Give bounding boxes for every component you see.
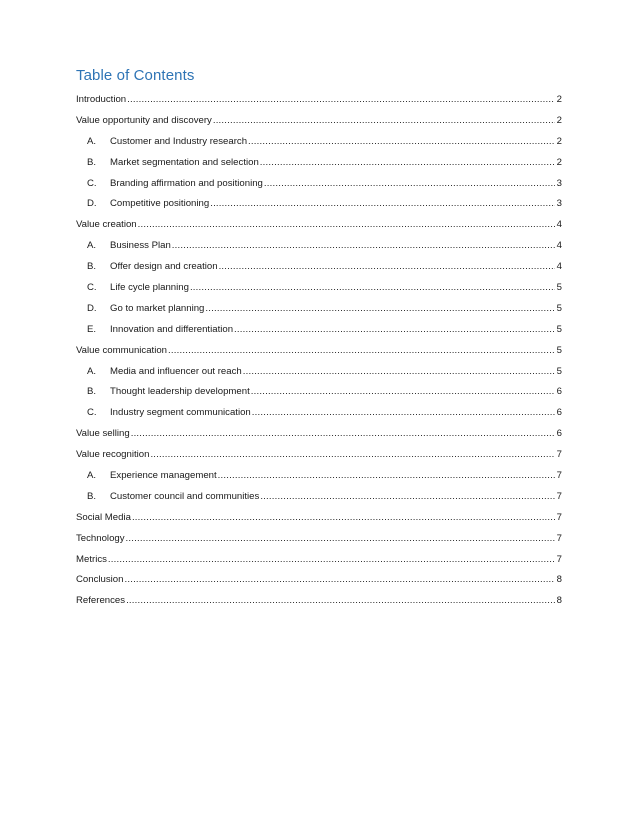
toc-page-number: 5 xyxy=(556,323,562,335)
toc-entry-label: Branding affirmation and positioning xyxy=(110,177,263,189)
toc-dot-leader xyxy=(172,236,555,257)
toc-dot-leader xyxy=(190,278,555,299)
toc-entry-label: Value creation xyxy=(76,219,137,231)
toc-entry-marker: C. xyxy=(87,177,97,189)
toc-page-number: 4 xyxy=(556,261,562,273)
toc-title: Table of Contents xyxy=(76,67,195,84)
toc-entry-marker: B. xyxy=(87,156,97,168)
toc-subentry[interactable] xyxy=(76,278,562,299)
toc-entry[interactable] xyxy=(76,111,562,132)
toc-entry-label: Industry segment communication xyxy=(110,407,251,419)
toc-entry-label: Customer council and communities xyxy=(110,490,260,502)
toc-page-number: 2 xyxy=(556,135,562,147)
toc-entry[interactable] xyxy=(76,570,562,591)
toc-entry-label: Go to market planning xyxy=(110,302,205,314)
toc-dot-leader xyxy=(126,529,555,550)
toc-entry-label: Social Media xyxy=(76,511,131,523)
toc-page-number: 6 xyxy=(556,407,562,419)
toc-page-number: 4 xyxy=(556,240,562,252)
toc-list xyxy=(76,90,562,612)
toc-dot-leader xyxy=(168,341,555,362)
toc-dot-leader xyxy=(252,403,555,424)
toc-entry[interactable] xyxy=(76,550,562,571)
toc-entry-marker: C. xyxy=(87,282,97,294)
toc-dot-leader xyxy=(218,466,555,487)
toc-subentry[interactable] xyxy=(76,257,562,278)
toc-entry-label: Innovation and differentiation xyxy=(110,323,234,335)
toc-entry-marker: D. xyxy=(87,198,97,210)
toc-entry-marker: B. xyxy=(87,386,97,398)
toc-dot-leader xyxy=(108,550,555,571)
toc-dot-leader xyxy=(150,445,555,466)
toc-entry-marker: E. xyxy=(87,323,97,335)
toc-dot-leader xyxy=(219,257,555,278)
toc-page-number: 7 xyxy=(556,553,562,565)
toc-entry[interactable] xyxy=(76,341,562,362)
toc-page-number: 3 xyxy=(556,198,562,210)
toc-entry-label: Life cycle planning xyxy=(110,282,189,294)
toc-entry-label: Technology xyxy=(76,532,125,544)
toc-dot-leader xyxy=(251,382,555,403)
toc-dot-leader xyxy=(260,487,555,508)
toc-dot-leader xyxy=(260,153,555,174)
toc-entry[interactable] xyxy=(76,529,562,550)
toc-page-number: 5 xyxy=(556,365,562,377)
toc-entry-label: Media and influencer out reach xyxy=(110,365,242,377)
toc-dot-leader xyxy=(131,424,555,445)
toc-entry-label: Offer design and creation xyxy=(110,261,218,273)
toc-subentry[interactable] xyxy=(76,382,562,403)
toc-entry-label: Value selling xyxy=(76,428,130,440)
toc-dot-leader xyxy=(210,194,555,215)
toc-page-number: 7 xyxy=(556,490,562,502)
toc-entry-label: Conclusion xyxy=(76,574,124,586)
toc-entry-label: Market segmentation and selection xyxy=(110,156,259,168)
toc-entry[interactable] xyxy=(76,591,562,612)
toc-page-number: 7 xyxy=(556,532,562,544)
toc-dot-leader xyxy=(248,132,555,153)
toc-entry[interactable] xyxy=(76,90,562,111)
toc-subentry[interactable] xyxy=(76,236,562,257)
toc-page-number: 2 xyxy=(556,94,562,105)
toc-subentry[interactable] xyxy=(76,299,562,320)
toc-subentry[interactable] xyxy=(76,487,562,508)
toc-entry-marker: A. xyxy=(87,135,97,147)
toc-entry-label: Value recognition xyxy=(76,449,150,461)
toc-entry-label: Value communication xyxy=(76,344,168,356)
toc-dot-leader xyxy=(132,508,555,529)
toc-entry[interactable] xyxy=(76,215,562,236)
toc-entry-label: Customer and Industry research xyxy=(110,135,248,147)
toc-dot-leader xyxy=(243,362,555,383)
toc-subentry[interactable] xyxy=(76,362,562,383)
toc-page-number: 3 xyxy=(556,177,562,189)
toc-entry-label: Introduction xyxy=(76,94,127,105)
toc-page-number: 8 xyxy=(556,574,562,586)
toc-entry[interactable] xyxy=(76,445,562,466)
toc-entry-label: Value opportunity and discovery xyxy=(76,114,212,126)
toc-dot-leader xyxy=(126,591,555,612)
toc-entry-marker: A. xyxy=(87,470,97,482)
toc-dot-leader xyxy=(234,320,555,341)
toc-page-number: 2 xyxy=(556,114,562,126)
toc-subentry[interactable] xyxy=(76,174,562,195)
toc-entry-marker: C. xyxy=(87,407,97,419)
toc-subentry[interactable] xyxy=(76,132,562,153)
toc-page-number: 4 xyxy=(556,219,562,231)
toc-subentry[interactable] xyxy=(76,320,562,341)
toc-entry-label: Experience management xyxy=(110,470,217,482)
toc-page-number: 8 xyxy=(556,595,562,607)
toc-subentry[interactable] xyxy=(76,466,562,487)
toc-entry-marker: D. xyxy=(87,302,97,314)
toc-subentry[interactable] xyxy=(76,403,562,424)
toc-dot-leader xyxy=(124,570,555,591)
toc-page-number: 5 xyxy=(556,344,562,356)
toc-page-number: 7 xyxy=(556,449,562,461)
toc-dot-leader xyxy=(213,111,555,132)
toc-dot-leader xyxy=(127,90,555,111)
toc-entry-marker: A. xyxy=(87,365,97,377)
toc-subentry[interactable] xyxy=(76,153,562,174)
toc-entry-label: Business Plan xyxy=(110,240,171,252)
toc-dot-leader xyxy=(205,299,555,320)
toc-entry-marker: A. xyxy=(87,240,97,252)
toc-page-number: 7 xyxy=(556,511,562,523)
toc-entry-label: Competitive positioning xyxy=(110,198,210,210)
toc-page-number: 6 xyxy=(556,428,562,440)
toc-page-number: 7 xyxy=(556,470,562,482)
toc-entry-marker: B. xyxy=(87,490,97,502)
toc-page-number: 5 xyxy=(556,282,562,294)
toc-entry-marker: B. xyxy=(87,261,97,273)
toc-subentry[interactable] xyxy=(76,194,562,215)
toc-dot-leader xyxy=(264,174,555,195)
toc-entry-label: Metrics xyxy=(76,553,107,565)
toc-page-number: 2 xyxy=(556,156,562,168)
toc-entry-label: References xyxy=(76,595,126,607)
toc-page-number: 5 xyxy=(556,302,562,314)
toc-page-number: 6 xyxy=(556,386,562,398)
toc-dot-leader xyxy=(138,215,555,236)
toc-entry-label: Thought leadership development xyxy=(110,386,250,398)
toc-entry[interactable] xyxy=(76,508,562,529)
toc-entry[interactable] xyxy=(76,424,562,445)
